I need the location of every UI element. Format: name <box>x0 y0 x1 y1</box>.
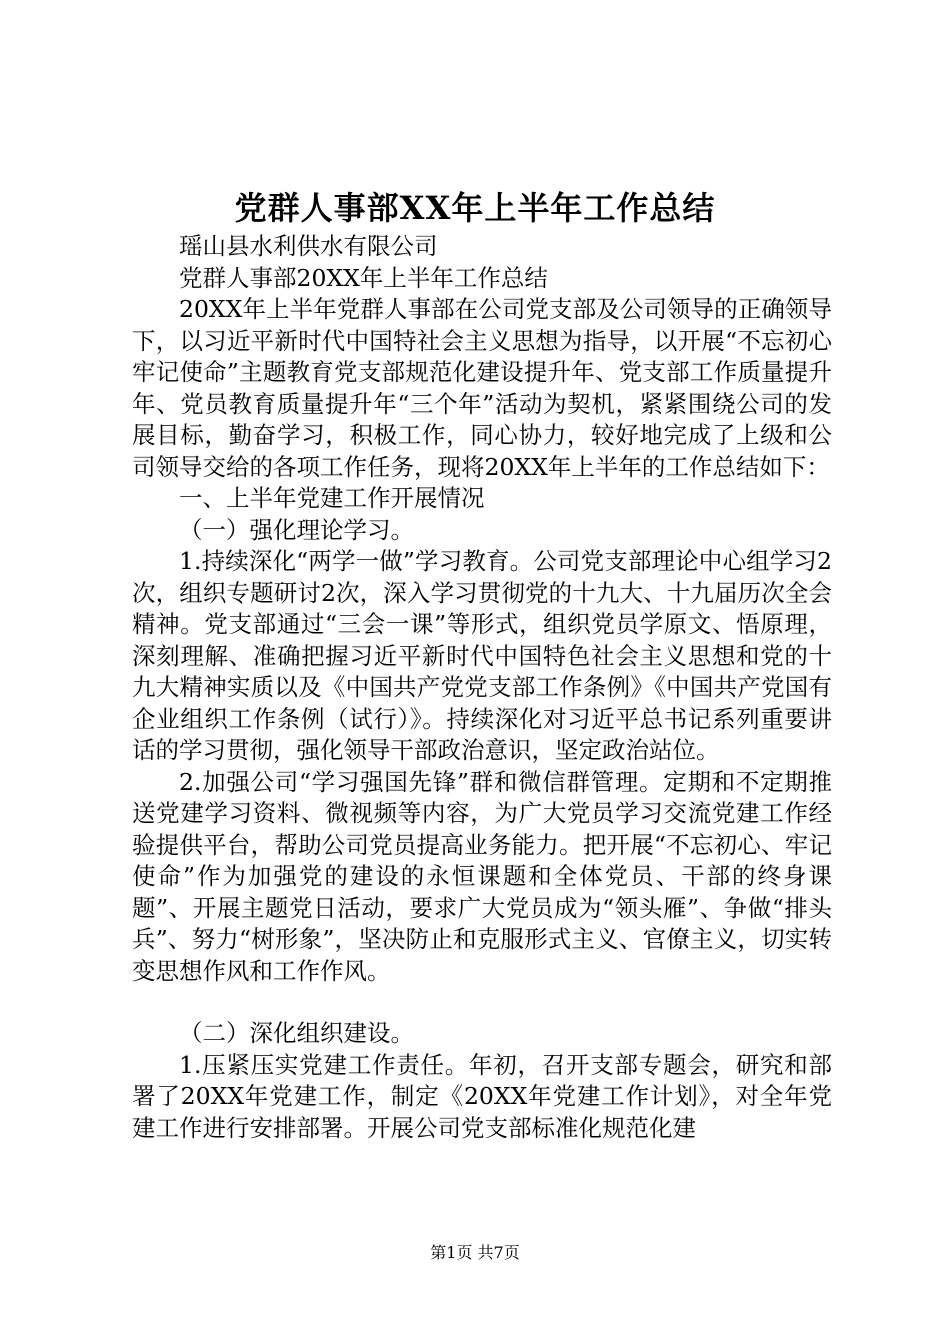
paragraph-gap <box>132 987 832 1018</box>
page-footer: 第1页 共7页 <box>430 1243 520 1262</box>
intro-paragraph: 20XX年上半年党群人事部在公司党支部及公司领导的正确领导下，以习近平新时代中国特社会主义思想为指导，以开展“不忘初心牢记使命”主题教育党支部规范化建设提升年、党支部工作质量提升年、党员教育质量提升年“三个年”活动为契机，紧紧围绕公司的发展目标，勤奋学习，积极工作，同心协力，较好地完成了上级和公司领导交给的各项工作任务，现将20XX年上半年的工作总结如下： <box>132 295 832 481</box>
document-body <box>132 231 832 1144</box>
report-subtitle: 党群人事部20XX年上半年工作总结 <box>179 263 548 292</box>
company-name: 瑶山县水利供水有限公司 <box>179 232 438 260</box>
body-paragraph: 1.持续深化“两学一做”学习教育。公司党支部理论中心组学习2次，组织专题研讨2次，深入学习贯彻党的十九大、十九届历次全会精神。党支部通过“三会一课”等形式，组织党员学原文、悟原理，深刻理解、准确把握习近平新时代中国特色社会主义思想和党的十九大精神实质以及《中国共产党党支部工作条例》《中国共产党国有企业组织工作条例（试行）》。持续深化对习近平总书记系列重要讲话的学习贯彻，强化领导干部政治意识，坚定政治站位。 <box>132 547 832 764</box>
subsection-heading: （二）深化组织建设。 <box>179 1019 414 1047</box>
body-paragraph: 1.压紧压实党建工作责任。年初，召开支部专题会，研究和部署了20XX年党建工作，制定《20XX年党建工作计划》，对全年党建工作进行安排部署。开展公司党支部标准化规范化建 <box>132 1050 832 1142</box>
subsection-heading: （一）强化理论学习。 <box>179 515 414 544</box>
body-paragraph: 2.加强公司“学习强国先锋”群和微信群管理。定期和不定期推送党建学习资料、微视频等内容，为广大党员学习交流党建工作经验提供平台，帮助公司党员提高业务能力。把开展“不忘初心、牢记使命”作为加强党的建设的永恒课题和全体党员、干部的终身课题”、开展主题党日活动，要求广大党员成为“领头雁”、争做“排头兵”、努力“树形象”，坚决防止和克服形式主义、官僚主义，切实转变思想作风和工作作风。 <box>132 767 832 985</box>
section-heading: 一、上半年党建工作开展情况 <box>179 484 485 512</box>
document-title: 党群人事部XX年上半年工作总结 <box>234 189 716 227</box>
